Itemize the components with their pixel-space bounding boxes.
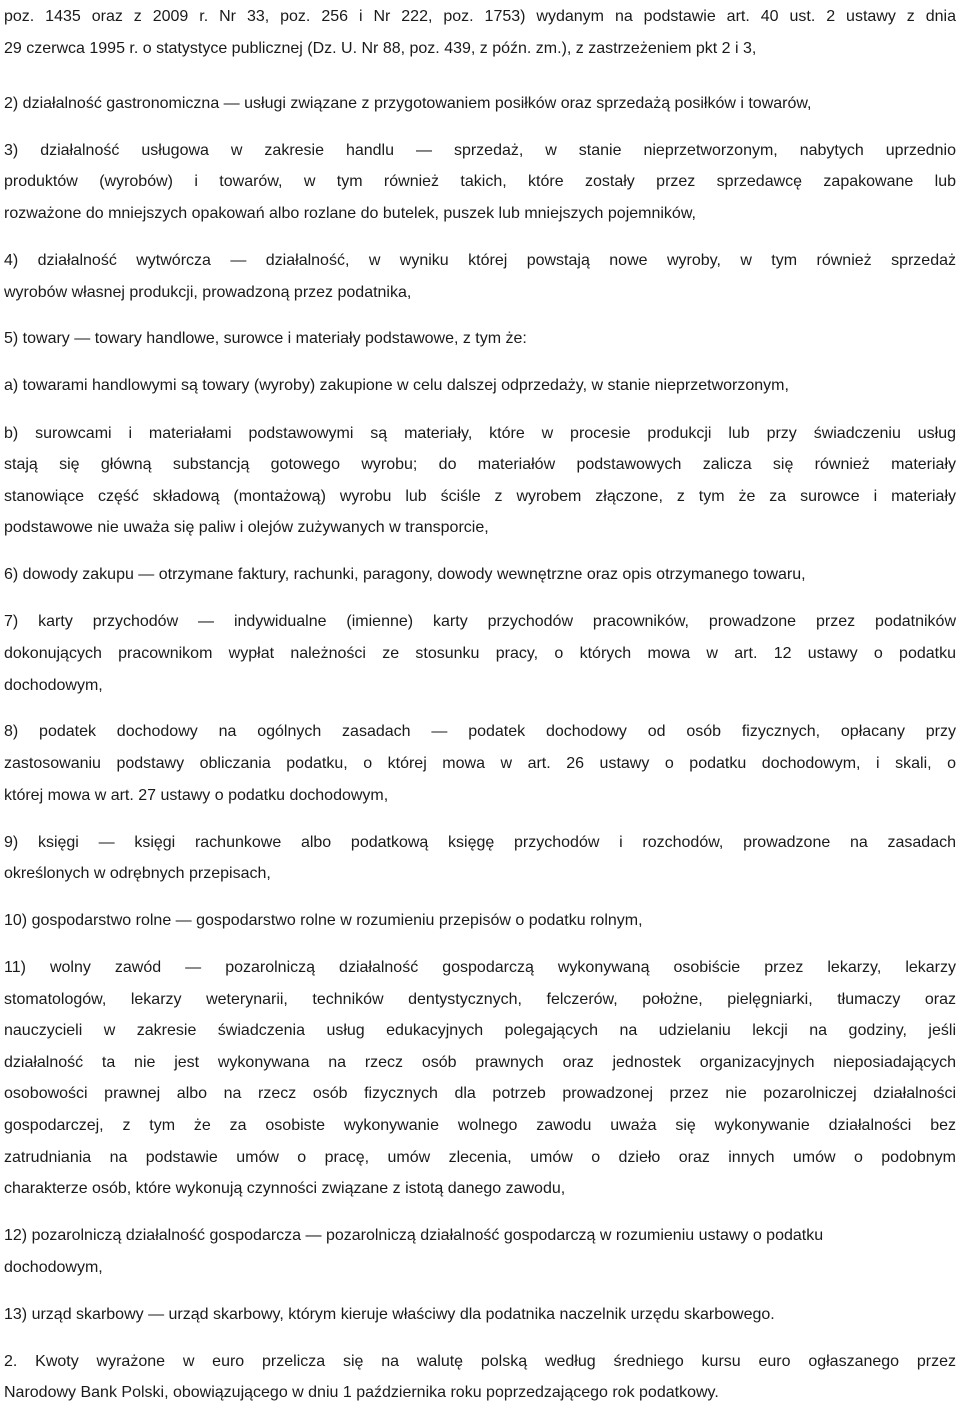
text-line: b) surowcami i materiałami podstawowymi są materiały, które w procesie produkcji lub przy świadczeniu usług (4, 425, 956, 442)
text-line: podstawowe nie uważa się paliw i olejów zużywanych w transporcie, (4, 519, 489, 536)
text-line: 11) wolny zawód — pozarolniczą działalność gospodarczą wykonywaną osobiście przez lekarzy, lekarzy (4, 959, 956, 976)
text-line: osobowości prawnej albo na rzecz osób fizycznych dla potrzeb prowadzonej przez nie pozarolniczej działalności (4, 1085, 956, 1102)
text-line: dochodowym, (4, 1259, 103, 1276)
text-line: 2) działalność gastronomiczna — usługi związane z przygotowaniem posiłków oraz sprzedażą posiłków i towarów, (4, 95, 812, 112)
text-line: 3) działalność usługowa w zakresie handlu — sprzedaż, w stanie nieprzetworzonym, nabytych uprzednio (4, 142, 956, 159)
text-line: dokonujących pracownikom wypłat należności ze stosunku pracy, o których mowa w art. 12 ustawy o podatku (4, 645, 956, 662)
text-line: 7) karty przychodów — indywidualne (imienne) karty przychodów pracowników, prowadzone przez podatników (4, 613, 956, 630)
text-line: zastosowaniu podstawy obliczania podatku, o której mowa w art. 26 ustawy o podatku dochodowym, i skali, o (4, 755, 956, 772)
text-line: 12) pozarolniczą działalność gospodarcza — pozarolniczą działalność gospodarczą w rozumieniu ustawy o podatku (4, 1227, 824, 1244)
text-line: rozważone do mniejszych opakowań albo rozlane do butelek, puszek lub mniejszych pojemników, (4, 205, 696, 222)
text-line: stają się główną substancją gotowego wyrobu; do materiałów podstawowych zalicza się również materiały (4, 456, 956, 473)
text-line: 10) gospodarstwo rolne — gospodarstwo rolne w rozumieniu przepisów o podatku rolnym, (4, 912, 643, 929)
text-line: działalność ta nie jest wykonywana na rzecz osób prawnych oraz jednostek organizacyjnych nieposiadających (4, 1054, 956, 1071)
text-line: 2. Kwoty wyrażone w euro przelicza się na walutę polską według średniego kursu euro ogłaszanego przez (4, 1353, 956, 1370)
text-line: a) towarami handlowymi są towary (wyroby) zakupione w celu dalszej odprzedaży, w stanie nieprzetworzonym, (4, 377, 789, 394)
text-line: 6) dowody zakupu — otrzymane faktury, rachunki, paragony, dowody wewnętrzne oraz opis otrzymanego towaru, (4, 566, 806, 583)
text-line: charakterze osób, które wykonują czynności związane z istotą danego zawodu, (4, 1180, 566, 1197)
text-line: 29 czerwca 1995 r. o statystyce publicznej (Dz. U. Nr 88, poz. 439, z późn. zm.), z zastrzeżeniem pkt 2 i 3, (4, 40, 757, 57)
text-line: Narodowy Bank Polski, obowiązującego w dniu 1 października roku poprzedzającego rok podatkowy. (4, 1384, 719, 1401)
text-line: poz. 1435 oraz z 2009 r. Nr 33, poz. 256 i Nr 222, poz. 1753) wydanym na podstawie art. 40 ust. 2 ustawy z dnia (4, 8, 956, 25)
text-line: wyrobów własnej produkcji, prowadzoną przez podatnika, (4, 284, 412, 301)
text-line: dochodowym, (4, 677, 103, 694)
text-line: stomatologów, lekarzy weterynarii, techników dentystycznych, felczerów, położne, pielęgniarki, tłumaczy oraz (4, 991, 956, 1008)
text-line: zatrudniania na podstawie umów o pracę, umów zlecenia, umów o dzieło oraz innych umów o podobnym (4, 1149, 956, 1166)
text-line: określonych w odrębnych przepisach, (4, 865, 271, 882)
text-line: 9) księgi — księgi rachunkowe albo podatkową księgę przychodów i rozchodów, prowadzone na zasadach (4, 834, 956, 851)
text-line: nauczycieli w zakresie świadczenia usług edukacyjnych polegających na udzielaniu lekcji na godziny, jeśli (4, 1022, 956, 1039)
text-line: gospodarczej, z tym że za osobiste wykonywanie wolnego zawodu uważa się wykonywanie działalności bez (4, 1117, 956, 1134)
text-line: 8) podatek dochodowy na ogólnych zasadach — podatek dochodowy od osób fizycznych, opłacany przy (4, 723, 956, 740)
text-line: stanowiące część składową (montażową) wyrobu lub ściśle z wyrobem złączone, z tym że za surowce i materiały (4, 488, 956, 505)
text-line: 5) towary — towary handlowe, surowce i materiały podstawowe, z tym że: (4, 330, 527, 347)
text-line: 13) urząd skarbowy — urząd skarbowy, którym kieruje właściwy dla podatnika naczelnik urzędu skarbowego. (4, 1306, 775, 1323)
text-line: której mowa w art. 27 ustawy o podatku dochodowym, (4, 787, 389, 804)
text-line: produktów (wyrobów) i towarów, w tym również takich, które zostały przez sprzedawcę zapakowane lub (4, 173, 956, 190)
text-line: 4) działalność wytwórcza — działalność, w wyniku której powstają nowe wyroby, w tym również sprzedaż (4, 252, 956, 269)
